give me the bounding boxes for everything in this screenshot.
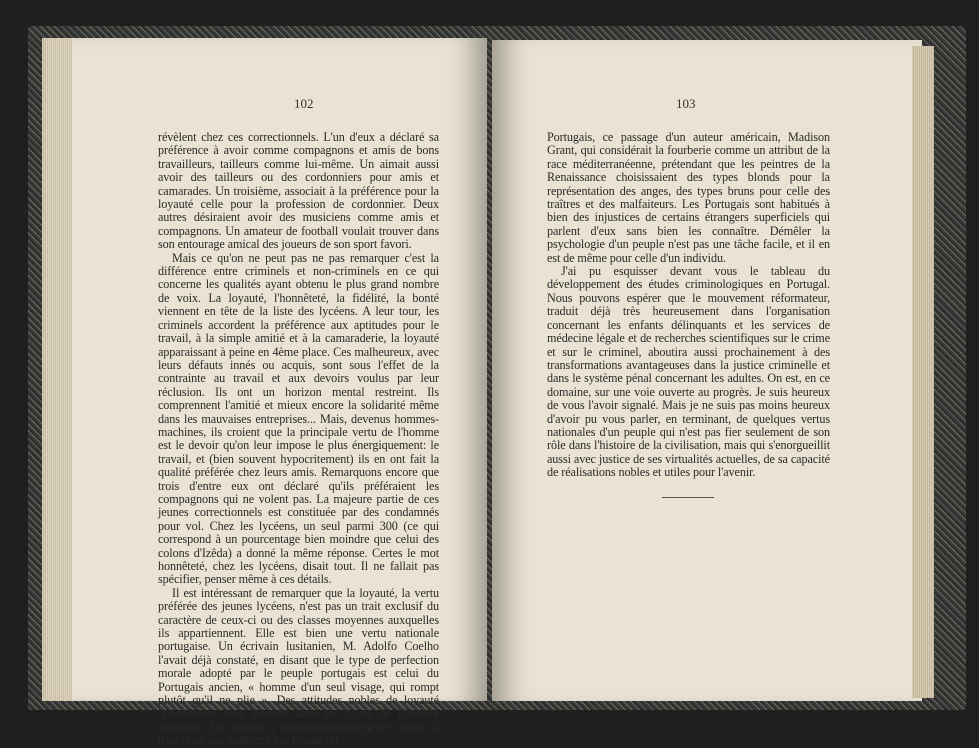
right-paragraph-2: J'ai pu esquisser devant vous le tableau du développement des études criminologiques en Portugal. Nous pouvons espérer que le mouvement réformateur, traduit déjà très heureusement dans l'organisation concernant les enfants délinquants et les services de médecine légale et de recherches scientifiques sur le crime et sur le criminel, aboutira aussi prochainement à des transformations avantageuses dans la justice criminelle et dans le système pénal concernant les adultes. On est, en ce domaine, sur une voie ouverte au progrès. Je suis heureux de vous l'avoir signalé. Mais je ne suis pas moins heureux d'avoir pu vous parler, en terminant, de quelques vertus nationales d'un peuple qui n'est pas fier seulement de son rôle dans l'histoire de la civilisation, mais qui s'enorgueillit aussi avec justice de ses virtualités actuelles, de sa capacité de réalisations nobles et utiles pour l'avenir. (547, 264, 830, 480)
left-page-text (158, 131, 439, 748)
left-paragraph-3: Il est intéressant de remarquer que la loyauté, la vertu préférée des jeunes lycéens, n'est pas un trait exclusif du caractère de ceux-ci ou des classes moyennes auxquelles ils appartiennent. Elle est bien une vertu nationale portugaise. Un écrivain lusitanien, M. Adolfo Coelho l'avait déjà constaté, en disant que le type de perfection morale adopté par le peuple portugais est celui du Portugais ancien, « homme d'un seul visage, qui rompt plutôt qu'il ne plie ». Des attitudes nobles de loyauté apparaissent bien souvent dans les pages de l'histoire nationale. Les traîtres y sont heureusement très rares. Il n'est donc pas confirmé par l'étude du (158, 585, 439, 748)
left-paragraph-1: révèlent chez ces correctionnels. L'un d'eux a déclaré sa préférence à avoir comme compagnons et amis de bons travailleurs, tailleurs comme lui-même. Un aimait aussi avoir des tailleurs ou des cordonniers pour amis et camarades. Un troisième, associait à la préférence pour la loyauté celle pour la profession de cordonnier. Deux autres désiraient avoir des musiciens comme amis et compagnons. Un amateur de football voulait trouver dans son entourage amical des joueurs de son sport favori. (158, 130, 439, 252)
end-rule (662, 497, 714, 498)
right-page-number: 103 (676, 96, 696, 111)
left-page-edges (42, 38, 72, 701)
left-paragraph-2: Mais ce qu'on ne peut pas ne pas remarquer c'est la différence entre criminels et non-criminels en ce qui concerne les qualités ayant obtenu le plus grand nombre de voix. La loyauté, l'honnêteté, la fidélité, la bonté viennent en tête de la liste des lycéens. A leur tour, les criminels accordent la préférence aux aptitudes pour le travail, à la simple amitié et à la camaraderie, la loyauté apparaissant à peine en 4ème place. Ces malheureux, avec leurs défauts innés ou acquis, sont sous l'effet de la contrainte au travail et aux devoirs voulus par leur réclusion. Ils ont un horizon mental restreint. Ils comprennent l'amitié et mieux encore la solidarité même dans les mauvaises entreprises... Mais, devenus hommes-machines, ils croient que la principale vertu de l'homme est le devoir qu'on leur impose le plus énergiquement: le travail, et (bien souvent hypocritement) ils en ont fait la qualité préférée chez leurs amis. Remarquons encore que trois d'entre eux ont déclaré qu'ils préféraient les compagnons qui ne volent pas. La majeure partie de ces jeunes correctionnels est constituée par des condamnés pour vol. Chez les lycéens, un seul parmi 300 (ce qui correspond à un pourcentage bien moindre que celui des colons d'Izêda) a donné la même réponse. Certes le mot honnêteté, chez les lycéens, disait tout. Il ne fallait pas spécifier, penser même à ces détails. (158, 250, 439, 587)
right-page-text (547, 131, 830, 480)
right-paragraph-1: Portugais, ce passage d'un auteur américain, Madison Grant, qui considérait la fourberie comme un attribut de la race méditerranéenne, prétendant que les peintres de la Renaissance choisissaient des types blonds pour la représentation des anges, des types bruns pour celle des traîtres et des malfaiteurs. Les Portugais sont habitués à bien des injustices de certains étrangers superficiels qui parlent d'eux sans bien les connaître. Démêler la psychologie d'un peuple n'est pas une tâche facile, et il en est de même pour celle d'un individu. (547, 130, 830, 265)
right-page-edges (912, 46, 934, 698)
left-page-number: 102 (294, 96, 314, 111)
